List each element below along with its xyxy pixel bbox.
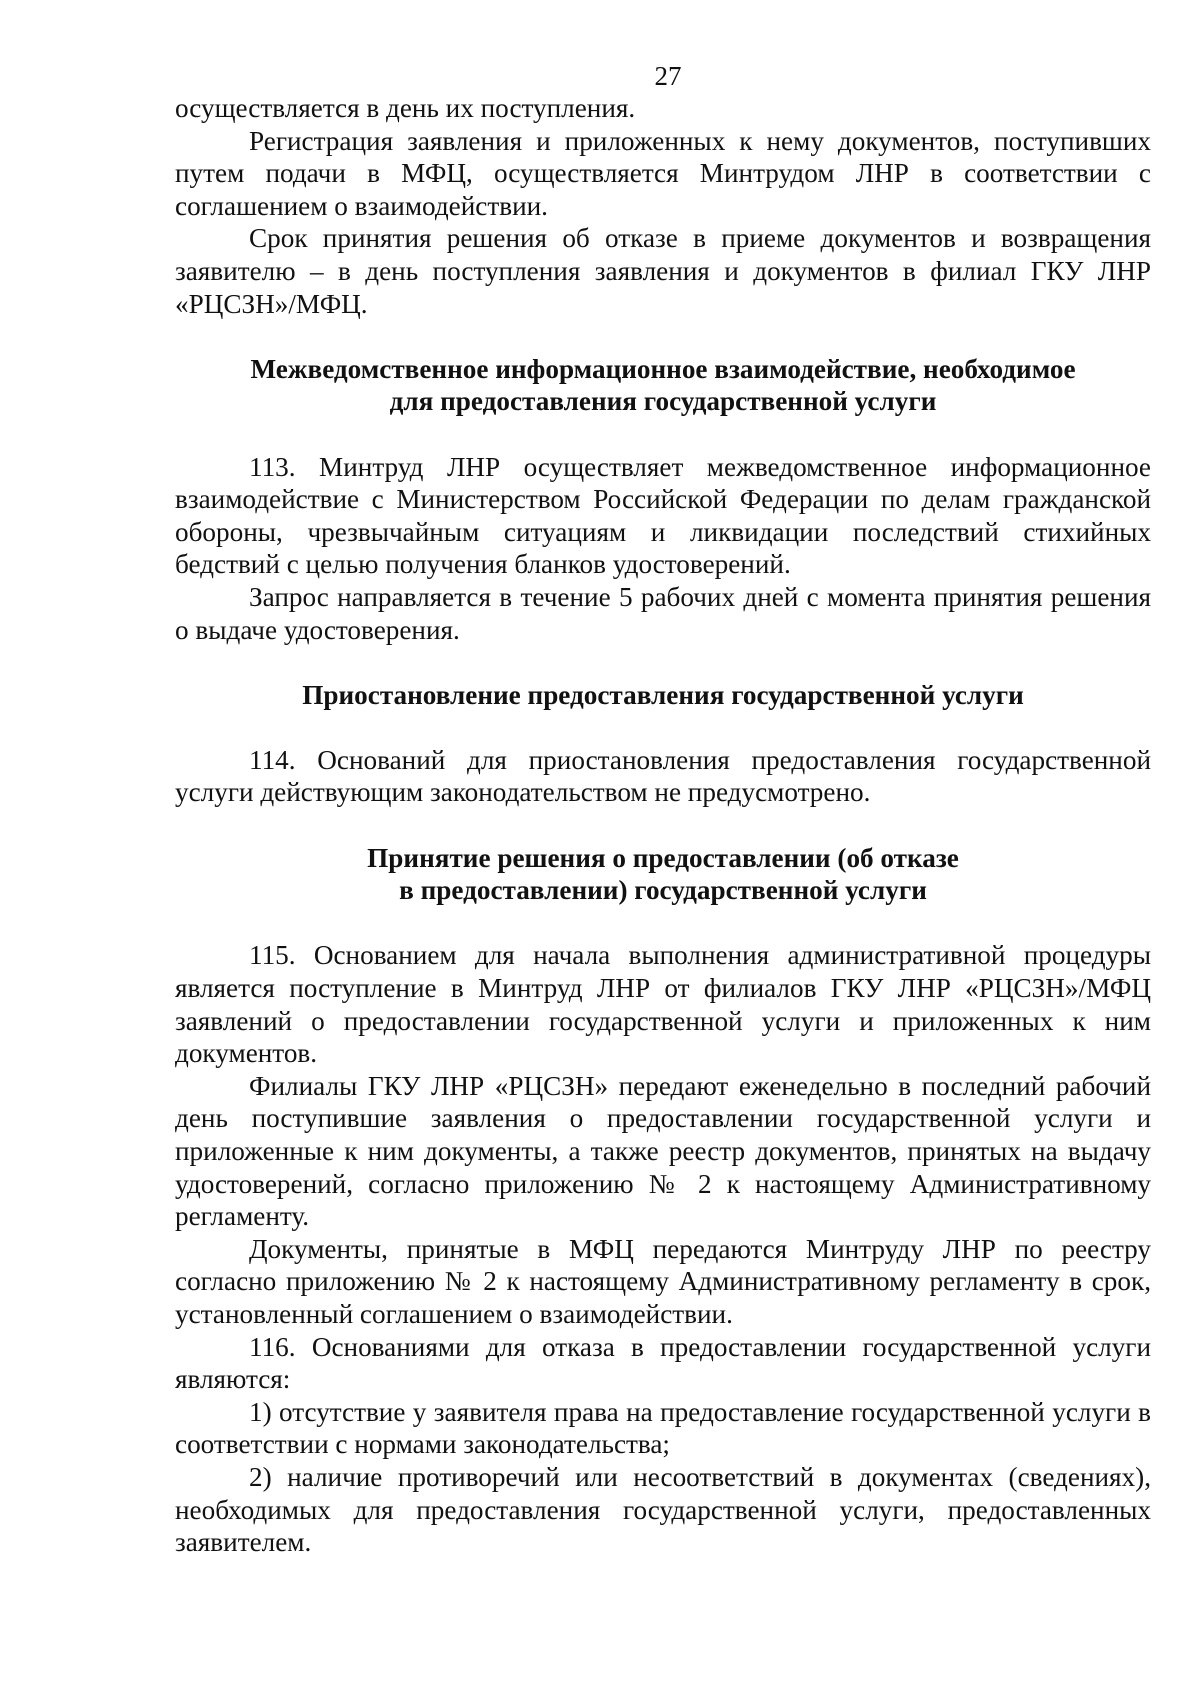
paragraph-mfc-documents: Документы, принятые в МФЦ передаются Минтруду ЛНР по реестру согласно приложению № 2 к настоящему Административному регламенту в срок, установленный соглашением о взаимодействии. [175, 1233, 1151, 1329]
spacer [175, 320, 1151, 353]
document-page [175, 60, 1151, 1559]
section-heading-interagency [175, 353, 1151, 418]
section-heading-line: в предоставлении) государственной услуги [399, 875, 927, 906]
list-item-2: 2) наличие противоречий или несоответствий в документах (сведениях), необходимых для предоставления государственной услуги, предоставленных заявителем. [175, 1461, 1151, 1558]
paragraph-115: 115. Основанием для начала выполнения административной процедуры является поступление в Минтруд ЛНР от филиалов ГКУ ЛНР «РЦСЗН»/МФЦ заявлений о предоставлении государственной услуги и приложенных к ним документов. [175, 940, 1151, 1069]
section-heading-line: Межведомственное информационное взаимодействие, необходимое [250, 353, 1076, 384]
spacer [175, 646, 1151, 679]
paragraph-registration: Регистрация заявления и приложенных к нему документов, поступивших путем подачи в МФЦ, осуществляется Минтрудом ЛНР в соответствии с соглашением о взаимодействии. [175, 125, 1151, 221]
list-item-1: 1) отсутствие у заявителя права на предоставление государственной услуги в соответствии с нормами законодательства; [175, 1396, 1151, 1460]
section-heading-line: Принятие решения о предоставлении (об отказе [367, 842, 959, 873]
section-heading-line: для предоставления государственной услуги [389, 386, 937, 417]
paragraph-refusal-deadline: Срок принятия решения об отказе в приеме документов и возвращения заявителю – в день поступления заявления и документов в филиал ГКУ ЛНР «РЦСЗН»/МФЦ. [175, 223, 1151, 319]
paragraph-continuation: осуществляется в день их поступления. [175, 93, 636, 123]
section-heading-suspension [175, 679, 1151, 712]
paragraph-request: Запрос направляется в течение 5 рабочих дней с момента принятия решения о выдаче удостоверения. [175, 581, 1151, 645]
spacer [175, 907, 1151, 940]
spacer [175, 418, 1151, 451]
spacer [175, 711, 1151, 744]
paragraph-114: 114. Оснований для приостановления предоставления государственной услуги действующим законодательством не предусмотрено. [175, 744, 1151, 808]
paragraph-116: 116. Основаниями для отказа в предоставлении государственной услуги являются: [175, 1331, 1151, 1395]
paragraph-branches: Филиалы ГКУ ЛНР «РЦСЗН» передают еженедельно в последний рабочий день поступившие заявления о предоставлении государственной услуги и приложенные к ним документы, а также реестр документов, принятых на выдачу удостоверений, согласно приложению № 2 к настоящему Административному регламенту. [175, 1070, 1151, 1232]
section-heading-decision [175, 842, 1151, 907]
spacer [175, 809, 1151, 842]
page-number: 27 [654, 61, 682, 91]
section-heading-line: Приостановление предоставления государственной услуги [302, 679, 1024, 710]
paragraph-113: 113. Минтруд ЛНР осуществляет межведомственное информационное взаимодействие с Министерством Российской Федерации по делам гражданской обороны, чрезвычайным ситуациям и ликвидации последствий стихийных бедствий с целью получения бланков удостоверений. [175, 451, 1151, 580]
